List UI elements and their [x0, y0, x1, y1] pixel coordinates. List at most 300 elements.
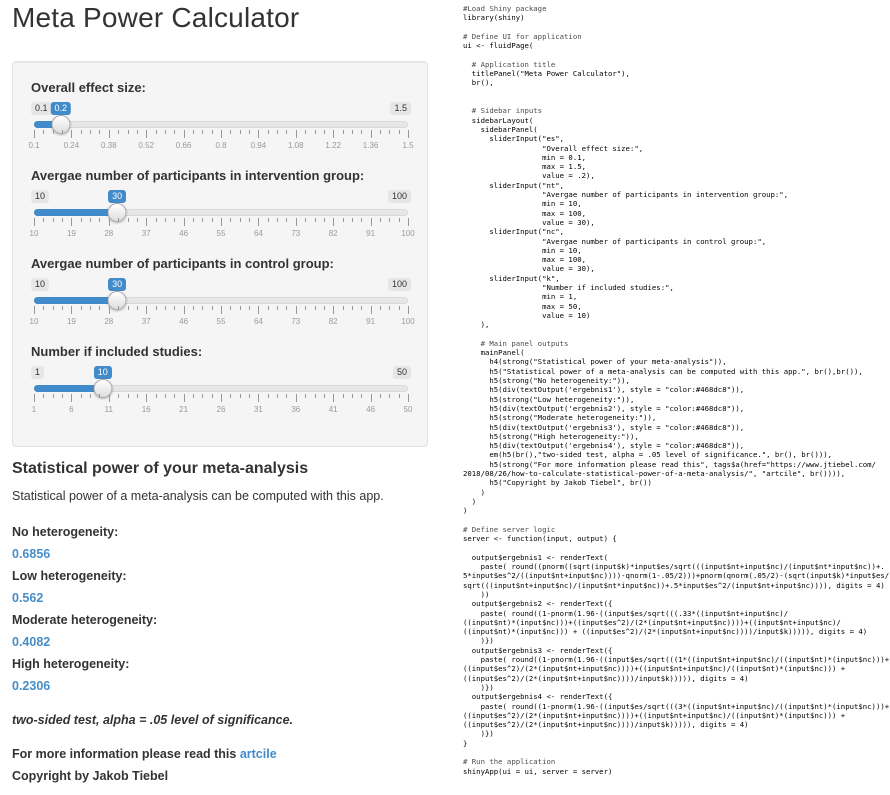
tick-label: 64	[253, 229, 263, 238]
minor-tick	[53, 218, 54, 222]
minor-tick	[305, 218, 306, 222]
slider-fill	[34, 297, 117, 304]
tick-label: 1.5	[402, 141, 414, 150]
minor-tick	[99, 306, 100, 310]
major-tick	[109, 394, 110, 402]
minor-tick	[249, 306, 250, 310]
major-tick	[184, 306, 185, 314]
minor-tick	[81, 394, 82, 398]
control-participants-slider[interactable]	[29, 256, 415, 336]
major-tick	[333, 130, 334, 138]
major-tick	[71, 306, 72, 314]
slider-track[interactable]	[34, 121, 408, 128]
tick-label: 91	[366, 317, 376, 326]
major-tick	[109, 218, 110, 226]
minor-tick	[249, 130, 250, 134]
slider-max-label: 1.5	[390, 102, 411, 115]
minor-tick	[99, 394, 100, 398]
tick-label: 100	[401, 317, 415, 326]
code-line: "Avergae number of participants in control group:",	[463, 236, 767, 246]
minor-tick	[174, 130, 175, 134]
minor-tick	[212, 130, 213, 134]
tick-label: 21	[179, 405, 189, 414]
code-line: h5(div(textOutput('ergebnis3'), style = "color:#468dc8")),	[463, 422, 745, 432]
tick-label: 1.22	[325, 141, 341, 150]
code-line: )	[463, 506, 468, 516]
slider-tick-labels	[28, 141, 414, 153]
minor-tick	[240, 130, 241, 134]
copyright-text: Copyright by Jakob Tiebel	[12, 769, 169, 783]
tick-label: 0.66	[175, 141, 192, 150]
minor-tick	[118, 218, 119, 222]
moderate-heterogeneity-value: 0.4082	[12, 635, 51, 649]
slider-ticks	[34, 306, 408, 316]
code-line: # Main panel outputs	[463, 338, 569, 348]
major-tick	[34, 130, 35, 138]
minor-tick	[230, 130, 231, 134]
minor-tick	[202, 394, 203, 398]
minor-tick	[389, 394, 390, 398]
code-line: h5(strong("For more information please read this", tags$a(href="https://www.jtiebel.com/	[463, 459, 876, 469]
code-line: sliderInput("nc",	[463, 227, 565, 237]
minor-tick	[128, 130, 129, 134]
major-tick	[71, 130, 72, 138]
tick-label: 55	[216, 229, 226, 238]
code-line: h5(strong("Low heterogeneity:")),	[463, 394, 635, 404]
minor-tick	[343, 218, 344, 222]
tick-label: 36	[291, 405, 301, 414]
minor-tick	[352, 306, 353, 310]
minor-tick	[249, 394, 250, 398]
minor-tick	[62, 218, 63, 222]
tick-label: 46	[179, 317, 189, 326]
code-line: max = 100,	[463, 208, 587, 218]
code-line: ),	[463, 320, 490, 330]
minor-tick	[399, 306, 400, 310]
major-tick	[258, 218, 259, 226]
code-line: )	[463, 496, 477, 506]
tick-label: 82	[328, 317, 338, 326]
code-line: h4(strong("Statistical power of your meta-analysis")),	[463, 357, 727, 367]
more-info-line	[12, 747, 277, 761]
code-line: h5(strong("No heterogeneity:")),	[463, 376, 630, 385]
slider-min-label: 0.1	[31, 102, 52, 115]
minor-tick	[90, 394, 91, 398]
minor-tick	[137, 130, 138, 134]
minor-tick	[268, 130, 269, 134]
tick-label: 82	[328, 229, 338, 238]
tick-label: 1	[31, 405, 37, 414]
slider-fill	[34, 209, 117, 216]
code-line: server <- function(input, output) {	[463, 534, 617, 544]
tick-label: 6	[69, 405, 74, 414]
minor-tick	[268, 306, 269, 310]
code-line: }	[463, 738, 468, 748]
minor-tick	[240, 306, 241, 310]
low-heterogeneity-value: 0.562	[12, 591, 44, 605]
code-line: titlePanel("Meta Power Calculator"),	[463, 69, 630, 79]
minor-tick	[128, 218, 129, 222]
major-tick	[109, 306, 110, 314]
code-line: min = 10,	[463, 245, 582, 255]
slider-tick-labels	[29, 317, 415, 329]
code-line: # Define UI for application	[463, 31, 582, 41]
minor-tick	[99, 130, 100, 134]
code-line: "Overall effect size:",	[463, 143, 644, 153]
tick-label: 11	[104, 405, 113, 414]
code-line: )})	[463, 636, 494, 646]
minor-tick	[193, 218, 194, 222]
minor-tick	[230, 306, 231, 310]
slider-value-label: 10	[94, 366, 112, 379]
code-line: shinyApp(ui = ui, server = server)	[463, 766, 613, 776]
tick-label: 28	[104, 317, 114, 326]
slider-min-label: 10	[31, 190, 49, 203]
slider-value-label: 0.2	[50, 102, 71, 115]
minor-tick	[43, 130, 44, 134]
minor-tick	[99, 218, 100, 222]
code-line: max = 50,	[463, 301, 582, 311]
code-line: ui <- fluidPage(	[463, 41, 534, 51]
code-line: "Number if included studies:",	[463, 283, 674, 292]
code-line: value = .2),	[463, 171, 595, 181]
tick-label: 28	[104, 229, 114, 238]
slider-label: Number if included studies:	[31, 344, 203, 359]
minor-tick	[193, 394, 194, 398]
minor-tick	[174, 218, 175, 222]
code-line: paste( round((1-pnorm(1.96-((input$es/sqrt(((1*((input$nt+input$nc)/((input$nt)*(input$nc)))+	[463, 655, 890, 664]
high-heterogeneity-value: 0.2306	[12, 679, 51, 693]
code-line: )})	[463, 729, 494, 739]
minor-tick	[165, 306, 166, 310]
minor-tick	[305, 130, 306, 134]
major-tick	[371, 218, 372, 226]
code-line: sidebarPanel(	[463, 124, 538, 134]
high-heterogeneity-label: High heterogeneity:	[12, 657, 130, 671]
minor-tick	[62, 130, 63, 134]
major-tick	[333, 394, 334, 402]
code-line: max = 100,	[463, 255, 587, 265]
major-tick	[408, 218, 409, 226]
slider-max-label: 50	[393, 366, 411, 379]
results-subheading: Statistical power of a meta-analysis can be computed with this app.	[12, 489, 384, 503]
minor-tick	[165, 130, 166, 134]
major-tick	[184, 218, 185, 226]
code-line: library(shiny)	[463, 13, 525, 23]
minor-tick	[324, 130, 325, 134]
major-tick	[146, 394, 147, 402]
major-tick	[221, 130, 222, 138]
major-tick	[296, 306, 297, 314]
tick-label: 16	[141, 405, 151, 414]
minor-tick	[286, 130, 287, 134]
tick-label: 37	[141, 229, 151, 238]
tick-label: 0.38	[101, 141, 117, 150]
slider-label: Overall effect size:	[31, 80, 146, 95]
slider-ticks	[34, 218, 408, 228]
code-line: )	[463, 487, 485, 497]
tick-label: 73	[291, 317, 301, 326]
slider-value-label: 30	[108, 190, 126, 203]
slider-tick-labels	[31, 405, 413, 417]
minor-tick	[43, 306, 44, 310]
minor-tick	[324, 218, 325, 222]
major-tick	[109, 130, 110, 138]
tick-label: 37	[141, 317, 151, 326]
minor-tick	[90, 306, 91, 310]
minor-tick	[399, 218, 400, 222]
minor-tick	[361, 306, 362, 310]
minor-tick	[268, 394, 269, 398]
minor-tick	[81, 306, 82, 310]
minor-tick	[156, 394, 157, 398]
major-tick	[371, 306, 372, 314]
major-tick	[184, 394, 185, 402]
tick-label: 100	[401, 229, 415, 238]
minor-tick	[53, 306, 54, 310]
minor-tick	[43, 394, 44, 398]
major-tick	[184, 130, 185, 138]
tick-label: 19	[66, 229, 76, 238]
code-line: ((input$es^2)/(2*(input$nt+input$nc))))/input$k))))), digits = 4)	[463, 673, 749, 683]
minor-tick	[305, 306, 306, 310]
minor-tick	[324, 306, 325, 310]
minor-tick	[389, 218, 390, 222]
minor-tick	[62, 306, 63, 310]
tick-label: 10	[29, 317, 39, 326]
major-tick	[146, 218, 147, 226]
tick-label: 46	[366, 405, 376, 414]
minor-tick	[389, 130, 390, 134]
code-line: br(),	[463, 78, 494, 88]
minor-tick	[286, 306, 287, 310]
minor-tick	[352, 130, 353, 134]
minor-tick	[81, 218, 82, 222]
minor-tick	[118, 306, 119, 310]
tick-label: 26	[216, 405, 226, 414]
code-line: # Define server logic	[463, 524, 556, 534]
major-tick	[296, 394, 297, 402]
more-info-text: For more information please read this	[12, 747, 240, 761]
intervention-participants-slider[interactable]	[29, 168, 415, 248]
code-line: output$ergebnis3 <- renderText({	[463, 645, 613, 655]
major-tick	[71, 394, 72, 402]
tick-label: 1.36	[362, 141, 379, 150]
minor-tick	[380, 306, 381, 310]
minor-tick	[165, 394, 166, 398]
major-tick	[333, 218, 334, 226]
major-tick	[71, 218, 72, 226]
major-tick	[221, 394, 222, 402]
major-tick	[258, 306, 259, 314]
code-line: output$ergebnis1 <- renderText(	[463, 552, 608, 562]
code-line: ))	[463, 589, 490, 599]
minor-tick	[43, 218, 44, 222]
source-code-panel	[463, 4, 888, 794]
minor-tick	[249, 218, 250, 222]
tick-label: 0.52	[138, 141, 154, 150]
code-line: # Application title	[463, 59, 556, 69]
minor-tick	[315, 394, 316, 398]
minor-tick	[389, 306, 390, 310]
major-tick	[221, 306, 222, 314]
minor-tick	[361, 218, 362, 222]
minor-tick	[53, 394, 54, 398]
tick-label: 50	[403, 405, 413, 414]
minor-tick	[156, 130, 157, 134]
code-line: ((input$es^2)/(2*(input$nt+input$nc))))+((input$nt+input$nc)/((input$nt)*(input$nc))) +	[463, 710, 846, 720]
code-line: value = 10)	[463, 310, 591, 320]
slider-max-label: 100	[388, 278, 411, 291]
minor-tick	[193, 306, 194, 310]
minor-tick	[315, 306, 316, 310]
code-line: h5(div(textOutput('ergebnis2'), style = "color:#468dc8")),	[463, 403, 745, 413]
shiny-app	[0, 0, 440, 795]
code-line: )})	[463, 682, 494, 692]
code-line: h5(div(textOutput('ergebnis4'), style = "color:#468dc8")),	[463, 441, 745, 451]
tick-label: 0.1	[28, 141, 40, 150]
major-tick	[258, 394, 259, 402]
minor-tick	[118, 130, 119, 134]
minor-tick	[343, 130, 344, 134]
minor-tick	[352, 218, 353, 222]
minor-tick	[81, 130, 82, 134]
code-line: output$ergebnis4 <- renderText({	[463, 692, 613, 702]
tick-label: 0.24	[63, 141, 80, 150]
sidebar-panel	[12, 61, 428, 447]
minor-tick	[156, 218, 157, 222]
minor-tick	[230, 394, 231, 398]
major-tick	[333, 306, 334, 314]
major-tick	[34, 218, 35, 226]
minor-tick	[137, 218, 138, 222]
article-link[interactable]: artcile	[239, 747, 277, 761]
code-line: paste( round((1-pnorm(1.96-((input$es/sqrt(((.33*((input$nt+input$nc)/	[463, 608, 789, 618]
minor-tick	[315, 218, 316, 222]
minor-tick	[240, 218, 241, 222]
major-tick	[221, 218, 222, 226]
code-line: # Sidebar inputs	[463, 106, 543, 116]
code-line: min = 0.1,	[463, 152, 587, 162]
no-heterogeneity-label: No heterogeneity:	[12, 525, 119, 539]
minor-tick	[174, 394, 175, 398]
code-line: h5(strong("Moderate heterogeneity:")),	[463, 413, 657, 423]
code-line: paste( round((1-pnorm(1.96-((input$es/sqrt(((3*((input$nt+input$nc)/((input$nt)*(input$nc)))+	[463, 701, 890, 711]
code-line: ((input$es^2)/(2*(input$nt+input$nc))))+((input$nt+input$nc)/((input$nt)*(input$nc))) +	[463, 664, 846, 674]
major-tick	[258, 130, 259, 138]
minor-tick	[212, 394, 213, 398]
slider-max-label: 100	[388, 190, 411, 203]
slider-value-label: 30	[108, 278, 126, 291]
minor-tick	[212, 218, 213, 222]
slider-min-label: 10	[31, 278, 49, 291]
slider-ticks	[34, 394, 408, 404]
code-line: mainPanel(	[463, 348, 525, 358]
major-tick	[408, 306, 409, 314]
minor-tick	[380, 394, 381, 398]
minor-tick	[399, 130, 400, 134]
code-line: min = 1,	[463, 292, 578, 302]
code-line: 5*input$es^2/((input$nt+input$nc))))-qnorm(1-.05/2)))+pnorm(qnorm(.05/2)-(sqrt(input$k)*input$es/	[463, 571, 890, 581]
tick-label: 73	[291, 229, 301, 238]
slider-min-label: 1	[31, 366, 44, 379]
code-line: sidebarLayout(	[463, 115, 534, 125]
code-line: ((input$nt)*(input$nc)))+((input$es^2)/(2*(input$nt+input$nc))))+((input$nt+input$nc)/	[463, 617, 841, 627]
major-tick	[408, 130, 409, 138]
code-line: #Load Shiny package	[463, 4, 547, 13]
minor-tick	[202, 306, 203, 310]
effect-size-slider[interactable]	[28, 80, 414, 160]
minor-tick	[380, 130, 381, 134]
minor-tick	[240, 394, 241, 398]
minor-tick	[174, 306, 175, 310]
minor-tick	[380, 218, 381, 222]
minor-tick	[53, 130, 54, 134]
minor-tick	[399, 394, 400, 398]
low-heterogeneity-label: Low heterogeneity:	[12, 569, 127, 583]
tick-label: 0.94	[250, 141, 267, 150]
minor-tick	[315, 130, 316, 134]
tick-label: 0.8	[215, 141, 227, 150]
code-line: min = 10,	[463, 199, 582, 209]
code-line: 2018/08/26/how-to-calculate-statistical-power-of-a-meta-analysis/", "artcile", br()))),	[463, 469, 846, 478]
significance-note: two-sided test, alpha = .05 level of significance.	[12, 713, 293, 727]
major-tick	[146, 306, 147, 314]
included-studies-slider[interactable]	[31, 344, 411, 424]
slider-label: Avergae number of participants in intervention group:	[31, 168, 365, 183]
minor-tick	[305, 394, 306, 398]
major-tick	[296, 218, 297, 226]
minor-tick	[277, 394, 278, 398]
minor-tick	[324, 394, 325, 398]
minor-tick	[90, 130, 91, 134]
minor-tick	[128, 306, 129, 310]
minor-tick	[343, 394, 344, 398]
major-tick	[34, 394, 35, 402]
code-line: output$ergebnis2 <- renderText({	[463, 599, 613, 609]
minor-tick	[343, 306, 344, 310]
minor-tick	[128, 394, 129, 398]
tick-label: 64	[253, 317, 263, 326]
code-line: ((input$es^2)/(2*(input$nt+input$nc))))/input$k))))), digits = 4)	[463, 720, 749, 730]
minor-tick	[352, 394, 353, 398]
tick-label: 1.08	[288, 141, 304, 150]
results-heading: Statistical power of your meta-analysis	[12, 460, 309, 477]
minor-tick	[202, 218, 203, 222]
tick-label: 41	[328, 405, 338, 414]
code-line: h5(strong("High heterogeneity:")),	[463, 431, 639, 441]
moderate-heterogeneity-label: Moderate heterogeneity:	[12, 613, 158, 627]
minor-tick	[156, 306, 157, 310]
tick-label: 19	[66, 317, 76, 326]
code-line: sliderInput("nt",	[463, 180, 565, 190]
minor-tick	[212, 306, 213, 310]
minor-tick	[277, 130, 278, 134]
page-title: Meta Power Calculator	[12, 2, 300, 33]
major-tick	[371, 394, 372, 402]
tick-label: 91	[366, 229, 376, 238]
minor-tick	[361, 130, 362, 134]
minor-tick	[62, 394, 63, 398]
code-line: em(h5(br(),"two-sided test, alpha = .05 level of significance.", br(), br())),	[463, 450, 833, 460]
code-line: sliderInput("es",	[463, 134, 565, 144]
code-line: sliderInput("k",	[463, 273, 560, 283]
minor-tick	[277, 218, 278, 222]
major-tick	[146, 130, 147, 138]
minor-tick	[286, 218, 287, 222]
minor-tick	[202, 130, 203, 134]
minor-tick	[193, 130, 194, 134]
